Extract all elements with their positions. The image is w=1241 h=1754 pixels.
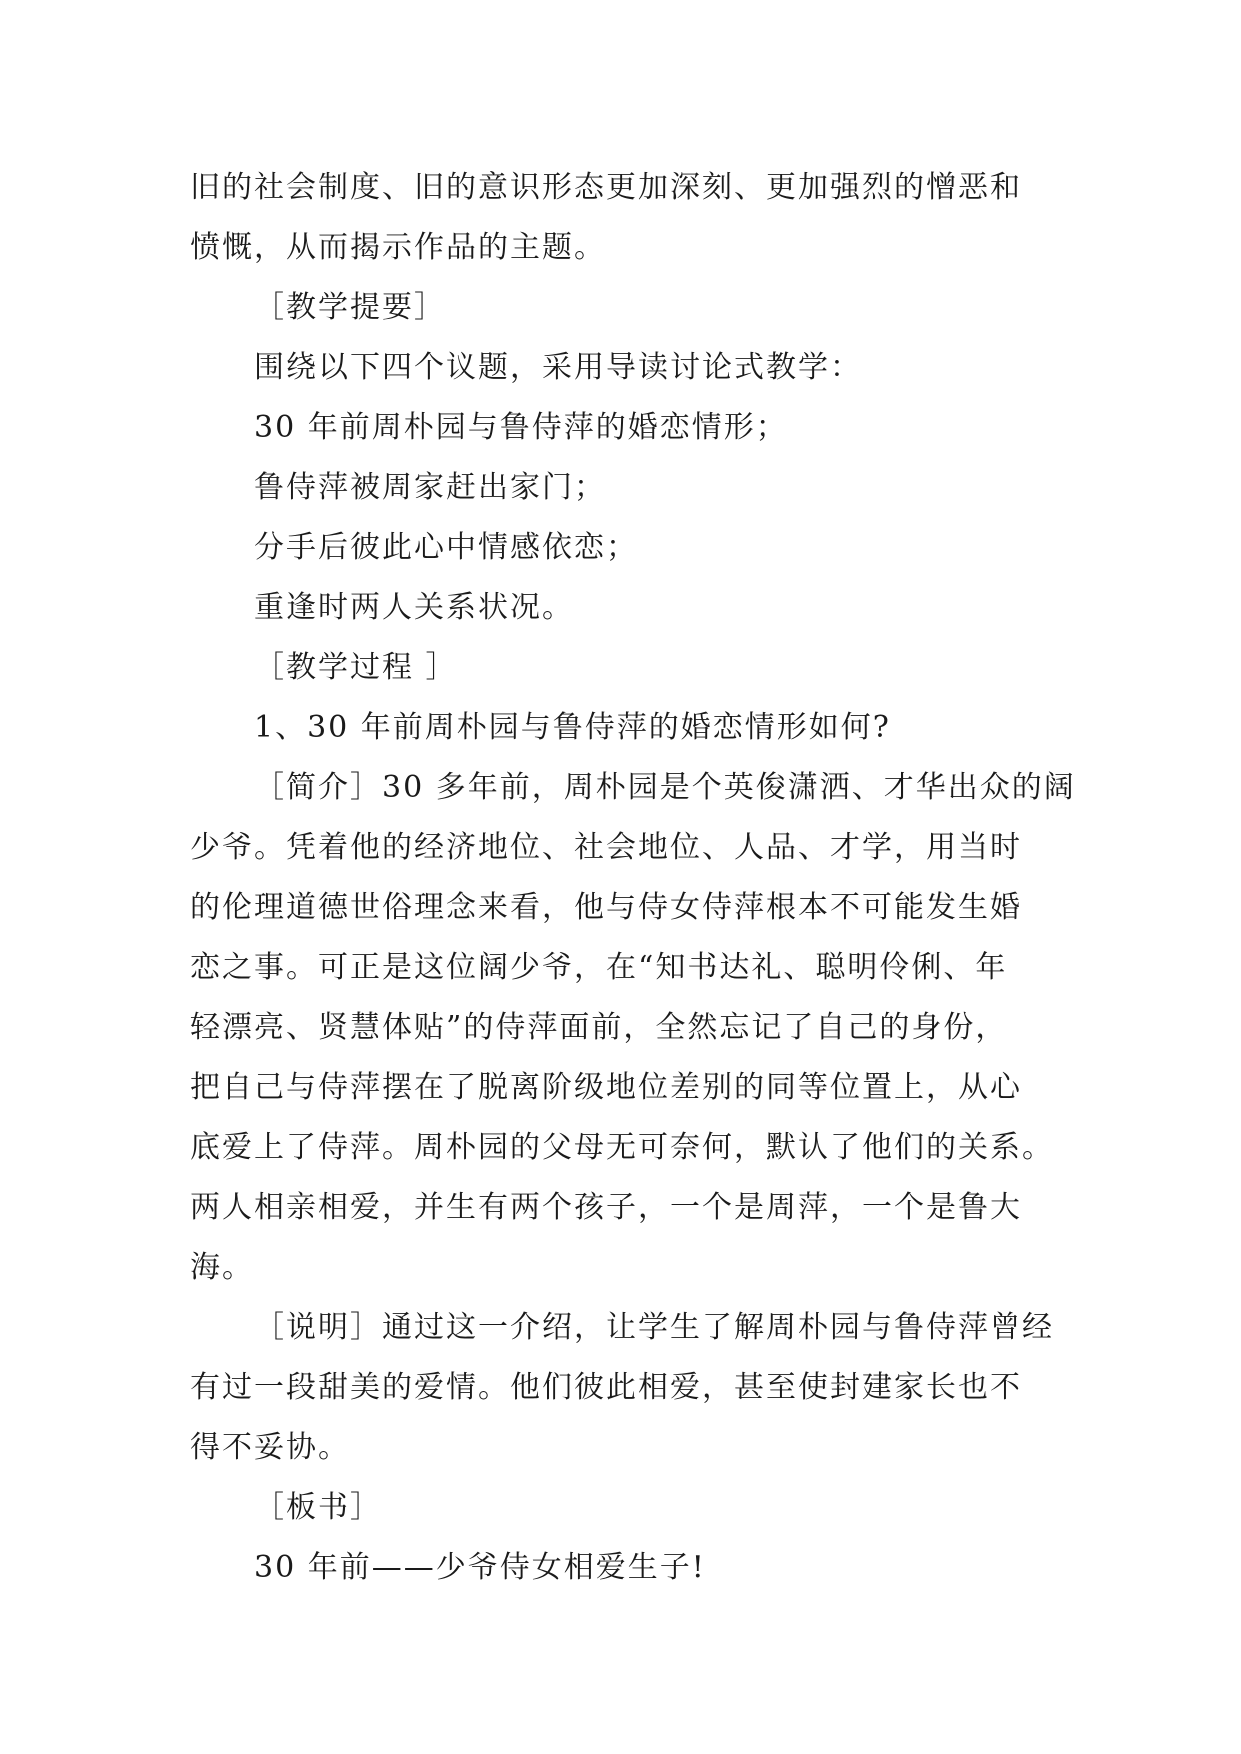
text-line: 少爷。凭着他的经济地位、社会地位、人品、才学，用当时 xyxy=(190,830,1022,865)
text-line: 旧的社会制度、旧的意识形态更加深刻、更加强烈的憎恶和 xyxy=(190,170,1022,205)
text-line: 把自己与侍萍摆在了脱离阶级地位差别的同等位置上，从心 xyxy=(190,1070,1022,1105)
list-item: 鲁侍萍被周家赶出家门； xyxy=(254,470,606,505)
text-line: ［说明］通过这一介绍，让学生了解周朴园与鲁侍萍曾经 xyxy=(254,1310,1054,1345)
document-body xyxy=(190,158,1076,1598)
text-line: 有过一段甜美的爱情。他们彼此相爱，甚至使封建家长也不 xyxy=(190,1370,1022,1405)
text-line: 得不妥协。 xyxy=(190,1430,350,1465)
list-item: 分手后彼此心中情感依恋； xyxy=(254,530,638,565)
text-line: ［简介］30 多年前，周朴园是个英俊潇洒、才华出众的阔 xyxy=(254,770,1076,805)
list-item: 重逢时两人关系状况。 xyxy=(254,590,574,625)
text-line: 30 年前——少爷侍女相爱生子! xyxy=(254,1550,706,1585)
text-line: 恋之事。可正是这位阔少爷，在“知书达礼、聪明伶俐、年 xyxy=(190,950,1008,985)
section-heading: ［板书］ xyxy=(254,1490,382,1525)
text-line: 围绕以下四个议题，采用导读讨论式教学： xyxy=(254,350,862,385)
text-line: 海。 xyxy=(190,1250,254,1285)
section-heading: ［教学提要］ xyxy=(254,290,446,325)
text-line: 愤慨，从而揭示作品的主题。 xyxy=(190,230,606,265)
section-heading: ［教学过程 ］ xyxy=(254,650,458,685)
text-line: 轻漂亮、贤慧体贴”的侍萍面前，全然忘记了自己的身份， xyxy=(190,1010,1008,1045)
text-line: 的伦理道德世俗理念来看，他与侍女侍萍根本不可能发生婚 xyxy=(190,890,1022,925)
text-line: 两人相亲相爱，并生有两个孩子，一个是周萍，一个是鲁大 xyxy=(190,1190,1022,1225)
list-item: 30 年前周朴园与鲁侍萍的婚恋情形； xyxy=(254,410,788,445)
text-line: 底爱上了侍萍。周朴园的父母无可奈何，默认了他们的关系。 xyxy=(190,1130,1054,1165)
question-heading: 1、30 年前周朴园与鲁侍萍的婚恋情形如何? xyxy=(254,710,891,745)
